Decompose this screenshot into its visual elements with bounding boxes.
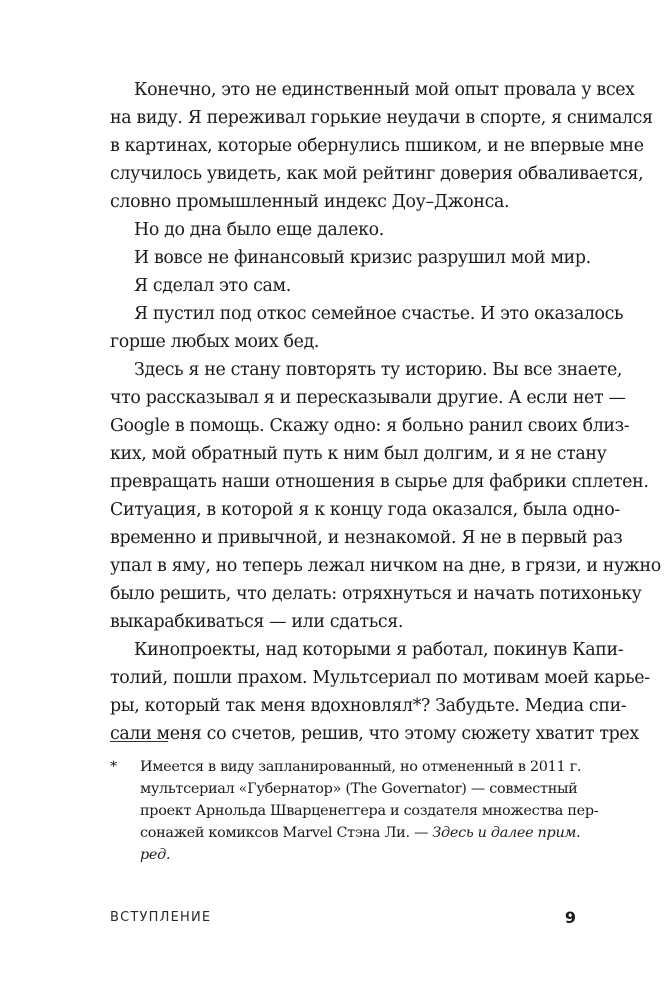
footnote <box>110 756 599 866</box>
text-line: на виду. Я переживал горькие неудачи в спорте, я снимался <box>110 108 653 128</box>
text-line: словно промышленный индекс Доу–Джонса. <box>110 192 510 212</box>
body-text <box>110 76 661 748</box>
text-line: ры, который так меня вдохновлял*? Забудьте. Медиа спи- <box>110 696 627 716</box>
text-line: толий, пошли прахом. Мультсериал по мотивам моей карье- <box>110 668 650 688</box>
text-line: Кинопроекты, над которыми я работал, покинув Капи- <box>134 640 624 660</box>
footnote-line: проект Арнольда Шварценеггера и создателя множества пер- <box>140 803 599 819</box>
text-line: И вовсе не финансовый кризис разрушил мой мир. <box>134 248 591 268</box>
text-line: Google в помощь. Скажу одно: я больно ранил своих близ- <box>110 416 630 436</box>
footnote-marker: * <box>110 759 117 775</box>
text-line: Но до дна было еще далеко. <box>134 220 384 240</box>
footnote-divider <box>110 741 168 742</box>
footnote-line: мультсериал «Губернатор» (The Governator) — совместный <box>140 781 578 797</box>
running-head: ВСТУПЛЕНИЕ <box>110 910 212 925</box>
editor-note-end: ред. <box>140 847 171 863</box>
page-number: 9 <box>564 908 576 927</box>
text-line: выкарабкиваться — или сдаться. <box>110 612 404 632</box>
text-line: Я сделал это сам. <box>134 276 291 296</box>
editor-note: Здесь и далее прим. <box>432 825 581 841</box>
footnote-line-with-note <box>140 822 581 844</box>
text-line: Я пустил под откос семейное счастье. И это оказалось <box>134 304 624 324</box>
footnote-text: сонажей комиксов Marvel Стэна Ли. — <box>140 825 429 841</box>
text-line: ких, мой обратный путь к ним был долгим, и я не стану <box>110 444 607 464</box>
text-line: Конечно, это не единственный мой опыт провала у всех <box>134 80 635 100</box>
text-line: Ситуация, в которой я к концу года оказался, была одно- <box>110 500 620 520</box>
text-line: сали меня со счетов, решив, что этому сюжету хватит трех <box>110 724 639 744</box>
text-line: случилось увидеть, как мой рейтинг доверия обваливается, <box>110 164 644 184</box>
text-line: было решить, что делать: отряхнуться и начать потихоньку <box>110 584 642 604</box>
text-line: превращать наши отношения в сырье для фабрики сплетен. <box>110 472 649 492</box>
text-line: горше любых моих бед. <box>110 332 320 352</box>
text-line: упал в яму, но теперь лежал ничком на дне, в грязи, и нужно <box>110 556 661 576</box>
text-line: в картинах, которые обернулись пшиком, и не впервые мне <box>110 136 644 156</box>
footnote-line: Имеется в виду запланированный, но отмененный в 2011 г. <box>140 759 582 775</box>
text-line: Здесь я не стану повторять ту историю. Вы все знаете, <box>134 360 623 380</box>
text-line: что рассказывал я и пересказывали другие. А если нет — <box>110 388 626 408</box>
text-line: временно и привычной, и незнакомой. Я не в первый раз <box>110 528 623 548</box>
